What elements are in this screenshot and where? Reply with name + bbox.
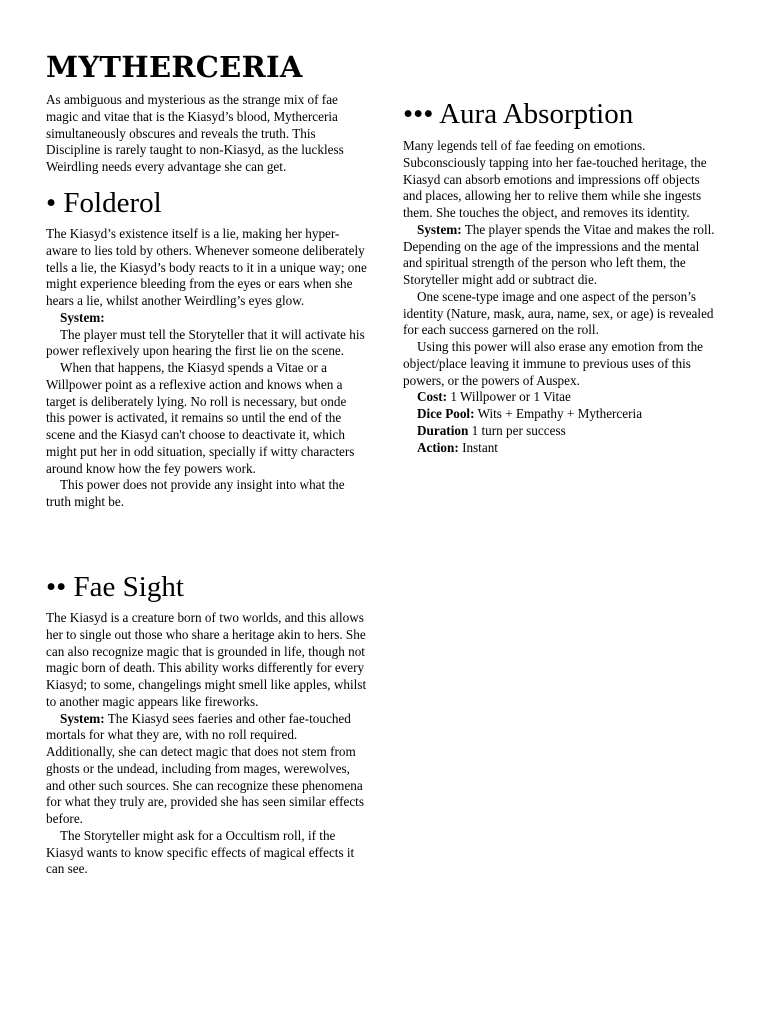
cost-line (403, 389, 715, 406)
cost-value: 1 Willpower or 1 Vitae (450, 389, 571, 405)
folderol-system-label: System: (60, 309, 105, 325)
aura-absorption-system (403, 222, 715, 289)
duration-value: 1 turn per success (471, 422, 566, 438)
aura-absorption-system-text: The player spends the Vitae and makes the roll. Depending on the age of the impressions and the mental and spiritual strength of the person who left them, the Storyteller might add or subtract die. (403, 221, 715, 287)
fae-sight-description: The Kiasyd is a creature born of two worlds, and this allows her to single out those who share a heritage akin to hers. She can also recognize magic that is grounded in life, though not magic born of death. This ability works differently for every Kiasyd; to some, changelings might smell like apples, whilst to another magic appears like fireworks. (46, 610, 367, 709)
folderol-description: The Kiasyd’s existence itself is a lie, making her hyper-aware to lies told by others. Whenever someone deliberately tells a lie, the Kiasyd’s body reacts to it in a unique way; one might experience bleeding from the eyes or ears when she hears a lie, whilst another Weirdling’s eyes glow. (46, 226, 367, 308)
folderol-paragraph: When that happens, the Kiasyd spends a Vitae or a Willpower point as a reflexive action and knows when a target is deliberately lying. No roll is necessary, but onde this power is activated, it remains so until the end of the scene and the Kiasyd can't choose to deactivate it, which might put her in odd situation, specially if witty characters around know how the fey powers work. (46, 360, 355, 476)
intro-paragraph (46, 92, 368, 176)
folderol-body (46, 226, 368, 511)
fae-sight-heading: •• Fae Sight (46, 571, 184, 603)
intro-text: As ambiguous and mysterious as the strange mix of fae magic and vitae that is the Kiasyd’s blood, Mytherceria simultaneously obscures and reveals the truth. This Discipline is rarely taught to non-Kiasyd, as the luckless Weirdling needs every advantage she can get. (46, 92, 344, 174)
aura-absorption-system-label: System: (417, 221, 462, 237)
folderol-paragraph: This power does not provide any insight into what the truth might be. (46, 477, 345, 509)
aura-absorption-paragraph: One scene-type image and one aspect of the person’s identity (Nature, mask, aura, name, sex, or age) is revealed for each success garnered on the roll. (403, 288, 714, 338)
action-label: Action: (417, 439, 459, 455)
fae-sight-body (46, 610, 368, 878)
fae-sight-system-text: The Kiasyd sees faeries and other fae-touched mortals for what they are, with no roll required. Additionally, she can detect magic that does not stem from ghosts or the undead, including from mages, werewolves, and other such sources. She can recognize these phenomena for what they truly are, provided she has seen similar effects before. (46, 710, 364, 826)
aura-absorption-body (403, 138, 715, 456)
action-value: Instant (462, 439, 498, 455)
aura-absorption-paragraph: Using this power will also erase any emotion from the object/place leaving it immune to previous uses of this powers, or the powers of Auspex. (403, 339, 704, 388)
dice-pool-label: Dice Pool: (417, 406, 475, 421)
duration-label: Duration (417, 422, 469, 438)
page-title: MYTHERCERIA (46, 50, 303, 84)
fae-sight-system (46, 711, 368, 828)
folderol-paragraph: The player must tell the Storyteller that it will activate his power reflexively upon hearing the first lie on the scene. (46, 326, 365, 359)
action-line (403, 440, 715, 457)
dice-pool-line (403, 406, 715, 423)
folderol-heading: • Folderol (46, 187, 162, 219)
folderol-system (46, 310, 368, 327)
aura-absorption-description: Many legends tell of fae feeding on emotions. Subconsciously tapping into her fae-touched heritage, the Kiasyd can absorb emotions and impressions off objects and places, allowing her to relive them while she ingests them. She touches the object, and removes its identity. (403, 138, 707, 220)
duration-line (403, 423, 715, 440)
dice-pool-value: Wits + Empathy + Mytherceria (477, 406, 643, 421)
aura-absorption-heading: ••• Aura Absorption (403, 98, 634, 130)
cost-label: Cost: (417, 389, 448, 405)
fae-sight-paragraph: The Storyteller might ask for a Occultism roll, if the Kiasyd wants to know specific effects of magical effects it can see. (46, 827, 355, 877)
fae-sight-system-label: System: (60, 710, 105, 726)
